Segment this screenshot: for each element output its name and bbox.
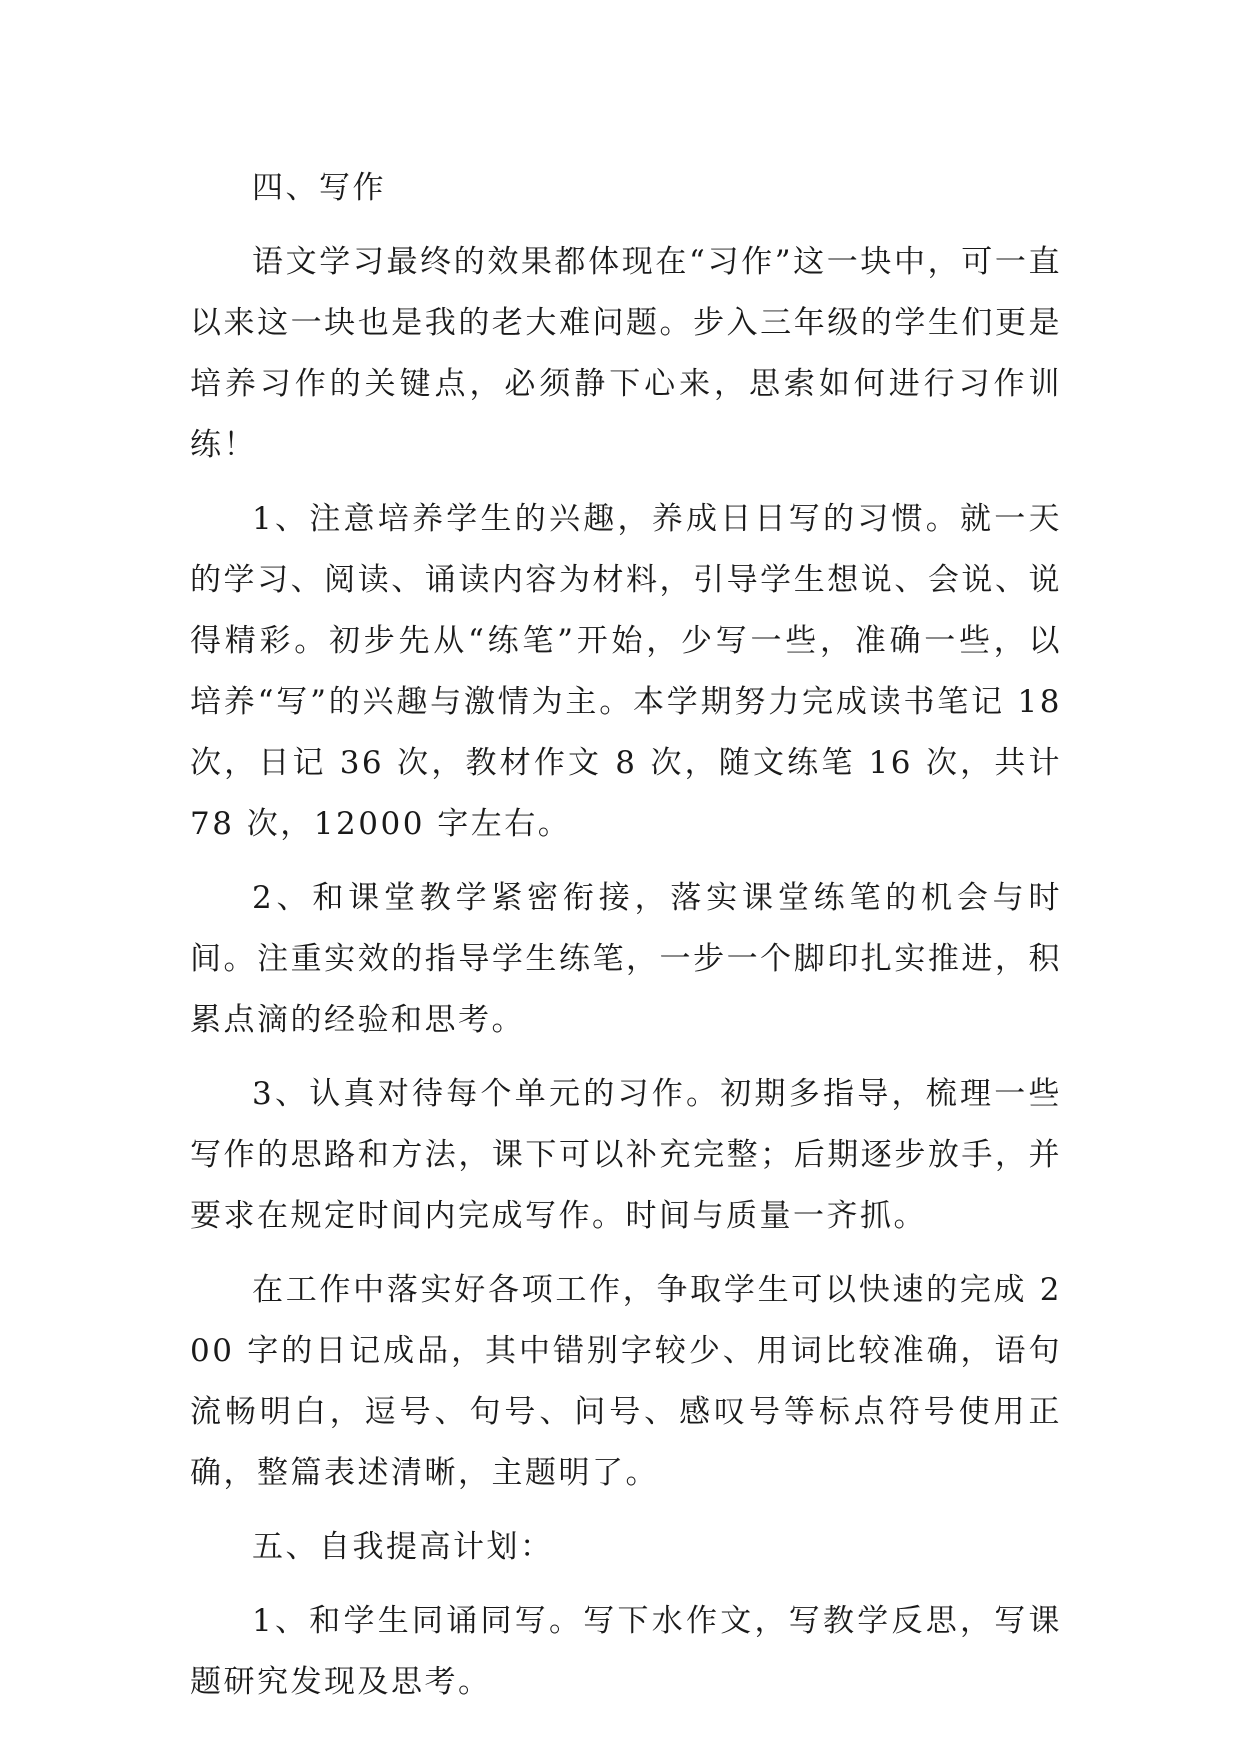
paragraph-goal: 在工作中落实好各项工作，争取学生可以快速的完成 200 字的日记成品，其中错别字较少、用词比较准确，语句流畅明白，逗号、句号、问号、感叹号等标点符号使用正确，整篇表述清晰，主题明了。 — [190, 1272, 1062, 1491]
paragraph-item-1: 1、注意培养学生的兴趣，养成日日写的习惯。就一天的学习、阅读、诵读内容为材料，引导学生想说、会说、说得精彩。初步先从“练笔”开始，少写一些，准确一些，以培养“写”的兴趣与激情为主。本学期努力完成读书笔记 18 次，日记 36 次，教材作文 8 次，随文练笔 16 次，共计 78 次，12000 字左右。 — [190, 501, 1062, 842]
paragraph-item-2: 2、和课堂教学紧密衔接，落实课堂练笔的机会与时间。注重实效的指导学生练笔，一步一个脚印扎实推进，积累点滴的经验和思考。 — [190, 880, 1062, 1038]
document-body — [190, 158, 1062, 1726]
paragraph-item-3: 3、认真对待每个单元的习作。初期多指导，梳理一些写作的思路和方法，课下可以补充完整；后期逐步放手，并要求在规定时间内完成写作。时间与质量一齐抓。 — [190, 1076, 1062, 1234]
paragraph-self-improvement-item-1: 1、和学生同诵同写。写下水作文，写教学反思，写课题研究发现及思考。 — [190, 1603, 1062, 1700]
section-heading-self-improvement: 五、自我提高计划： — [252, 1529, 554, 1565]
paragraph-writing-intro: 语文学习最终的效果都体现在“习作”这一块中，可一直以来这一块也是我的老大难问题。步入三年级的学生们更是培养习作的关键点，必须静下心来，思索如何进行习作训练！ — [190, 244, 1062, 463]
section-heading-writing: 四、写作 — [252, 170, 386, 206]
